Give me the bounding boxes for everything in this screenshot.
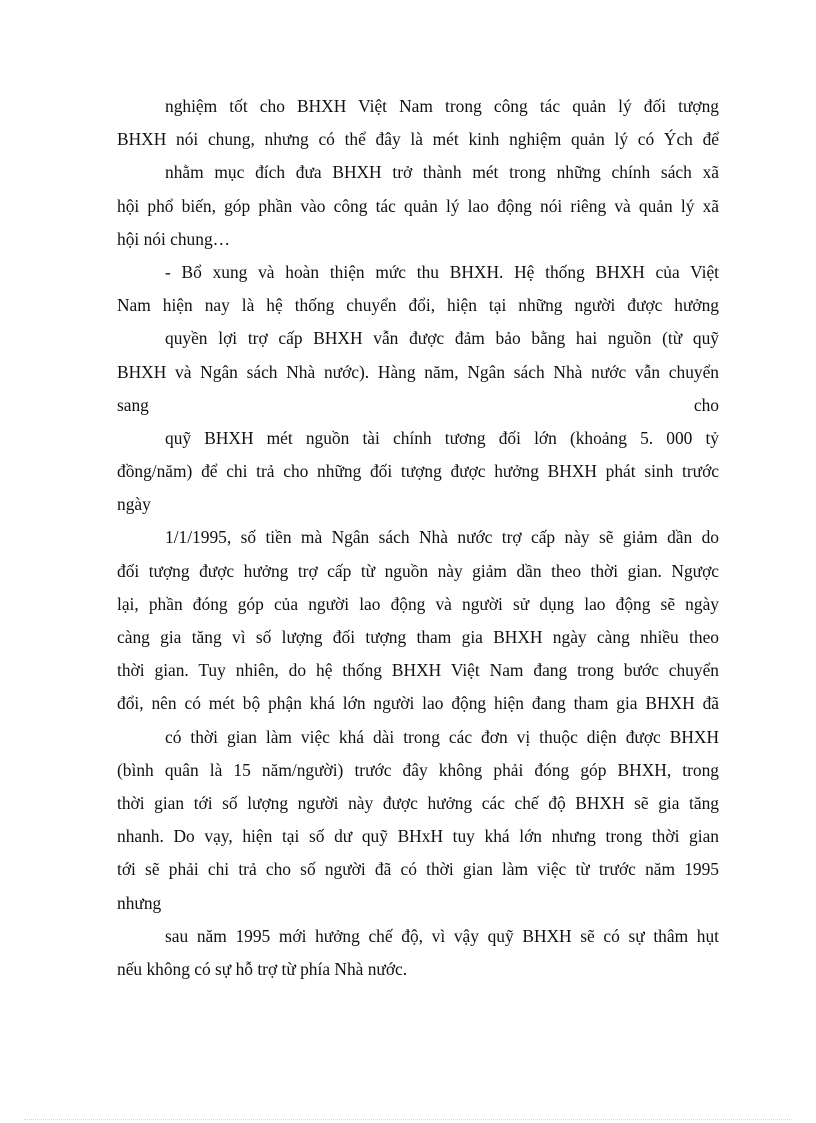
text-line: sang cho xyxy=(117,394,719,415)
text-line: đổi, nên có mét bộ phận khá lớn người lao động hiện đang tham gia BHXH đã xyxy=(117,693,719,714)
page-divider xyxy=(24,1119,792,1120)
text-line: 1/1/1995, số tiền mà Ngân sách Nhà nước trợ cấp này sẽ giảm dần do xyxy=(165,527,719,548)
text-line: BHXH và Ngân sách Nhà nước). Hàng năm, Ngân sách Nhà nước vẫn chuyển xyxy=(117,361,719,382)
text-line: thời gian. Tuy nhiên, do hệ thống BHXH Việt Nam đang trong bước chuyển xyxy=(117,660,719,681)
text-line: hội nói chung… xyxy=(117,228,231,249)
text-line: quỹ BHXH mét nguồn tài chính tương đối lớn (khoảng 5. 000 tỷ xyxy=(165,427,719,448)
text-line: có thời gian làm việc khá dài trong các đơn vị thuộc diện được BHXH xyxy=(165,726,719,747)
text-line: càng gia tăng vì số lượng đối tượng tham gia BHXH ngày càng nhiều theo xyxy=(117,627,719,647)
text-line: đối tượng được hưởng trợ cấp từ nguồn này giảm dần theo thời gian. Ngược xyxy=(117,560,719,581)
text-line: hội phổ biến, góp phần vào công tác quản lý lao động nói riêng và quản lý xã xyxy=(117,195,719,216)
text-line: nếu không có sự hỗ trợ từ phía Nhà nước. xyxy=(117,958,408,979)
text-line: sau năm 1995 mới hưởng chế độ, vì vậy quỹ BHXH sẽ có sự thâm hụt xyxy=(165,925,719,946)
text-line: ngày xyxy=(117,494,151,515)
text-line: đồng/năm) để chi trả cho những đối tượng được hưởng BHXH phát sinh trước xyxy=(117,461,719,482)
text-line: nhanh. Do vạy, hiện tại số dư quỹ BHxH tuy khá lớn nhưng trong thời gian xyxy=(117,826,719,847)
text-line: thời gian tới số lượng người này được hưởng các chế độ BHXH sẽ gia tăng xyxy=(117,792,719,813)
text-line: nghiệm tốt cho BHXH Việt Nam trong công tác quản lý đối tượng xyxy=(165,96,719,116)
body-text xyxy=(117,90,719,986)
text-line: quyền lợi trợ cấp BHXH vẫn được đảm bảo bằng hai nguồn (từ quỹ xyxy=(165,328,719,349)
text-line: tới sẽ phải chi trả cho số người đã có thời gian làm việc từ trước năm 1995 xyxy=(117,859,719,880)
text-line: Nam hiện nay là hệ thống chuyển đổi, hiện tại những người được hưởng xyxy=(117,295,719,316)
text-line: - Bổ xung và hoàn thiện mức thu BHXH. Hệ thống BHXH của Việt xyxy=(165,261,719,282)
text-line: (bình quân là 15 năm/người) trước đây không phải đóng góp BHXH, trong xyxy=(117,759,719,780)
text-line: lại, phần đóng góp của người lao động và người sử dụng lao động sẽ ngày xyxy=(117,593,719,614)
text-line: nhưng xyxy=(117,892,162,913)
text-line: BHXH nói chung, nhưng có thể đây là mét kinh nghiệm quản lý có Ých để xyxy=(117,129,719,150)
text-line: nhằm mục đích đưa BHXH trở thành mét trong những chính sách xã xyxy=(165,162,719,183)
